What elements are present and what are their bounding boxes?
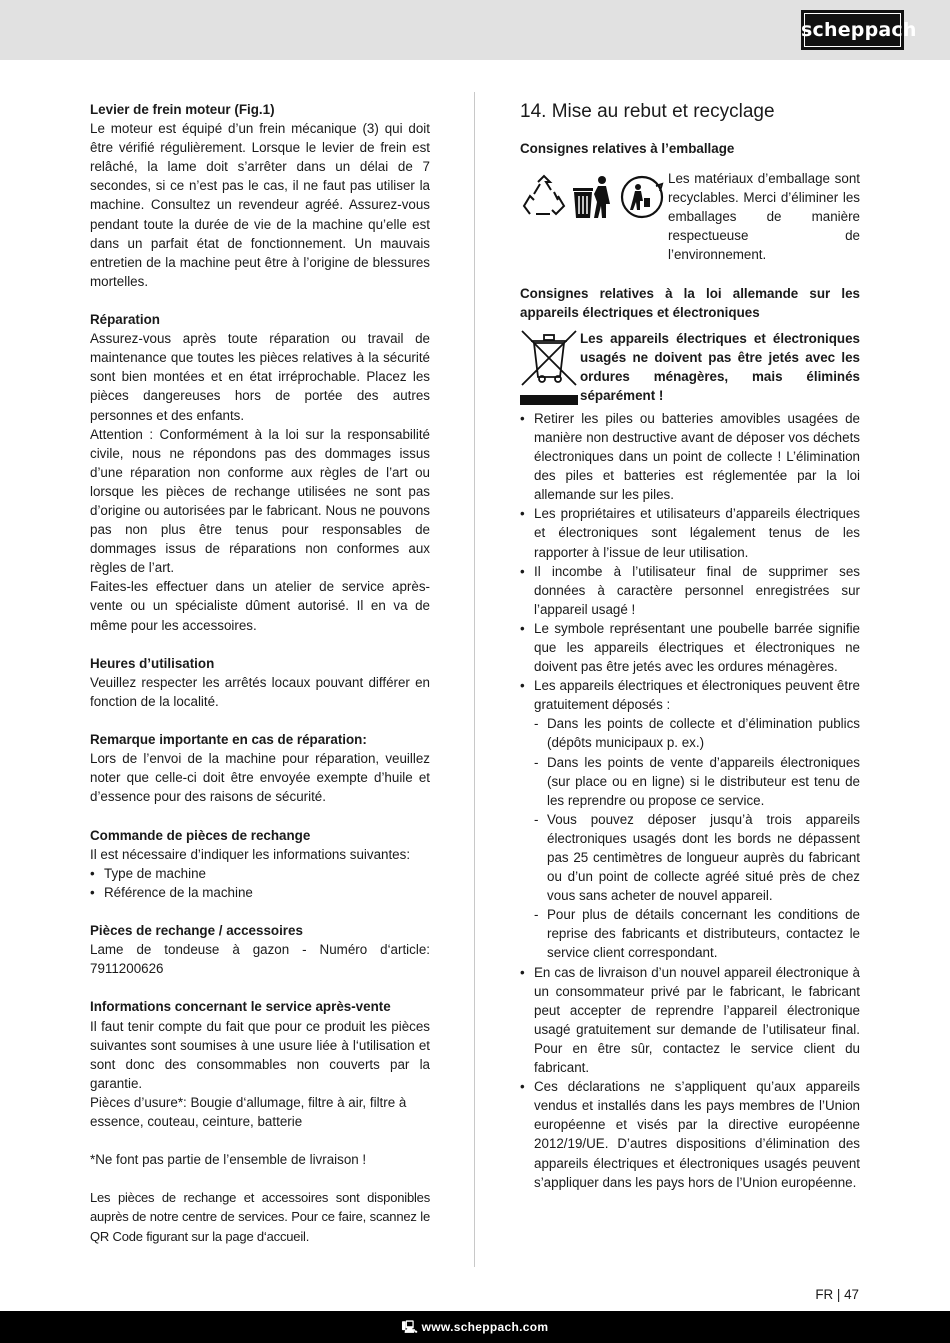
brake-text: Le moteur est équipé d’un frein mécanique (3) qui doit être vérifié régulièrement. Lorsque le levier de frein est relâché, la lame doit s’arrêter dans un délai de 7 secondes, si ce n’est pas le cas, il ne faut pas utiliser la machine. Consultez un revendeur agréé. Assurez-vous pendant toute la durée de vie de la machine qu’elle est dans un parfait état de fonctionnement. Un mauvais entretien de la machine peut être à l’origine de blessures mortelles. — [90, 121, 430, 289]
repair-text-3: Faites-les effectuer dans un atelier de service après-vente ou un spécialiste dûment autorisé. Il en va de même pour les accessoires. — [90, 579, 430, 633]
tidyman-recycle-icon — [618, 174, 666, 220]
law-heading: Consignes relatives à la loi allemande sur les appareils électriques et électroniques — [520, 285, 860, 320]
list-item: • Type de machine — [90, 864, 430, 883]
column-divider — [474, 92, 475, 1267]
list-item: • En cas de livraison d’un nouvel appareil électronique à un consommateur privé par le fabricant, le fabricant peut accepter de reprendre l’appareil électronique usagé gratuitement sur demande de l’utilisateur final. Pour en être sûr, contactez le service client du fabricant. — [520, 963, 860, 1078]
spare-heading: Pièces de rechange / accessoires — [90, 923, 303, 939]
footnote: *Ne font pas partie de l’ensemble de livraison ! — [90, 1152, 367, 1168]
hours-heading: Heures d’utilisation — [90, 655, 215, 671]
list-item: • Ces déclarations ne s’appliquent qu’aux appareils vendus et installés dans les pays membres de l’Union européenne et visés par la directive européenne 2012/19/UE. D’autres dispositions d’élimination des appareils électriques et électroniques usagés peuvent s’appliquer dans les pays hors de l’Union européenne. — [520, 1077, 860, 1192]
packaging-text: Les matériaux d’emballage sont recyclables. Merci d’éliminer les emballages de manière respectueuse de l’environnement. — [668, 171, 860, 263]
recycling-icons — [520, 169, 668, 220]
service-text-2: Pièces d’usure*: Bougie d‘allumage, filtre à air, filtre à essence, couteau, ceinture, batterie — [90, 1094, 407, 1129]
footer-bar — [0, 1311, 950, 1343]
list-item: • Le symbole représentant une poubelle barrée signifie que les appareils électriques et électroniques ne doivent pas être jetés avec les ordures ménagères. — [520, 619, 860, 676]
left-column — [90, 100, 430, 1246]
weee-warning: Les appareils électriques et électroniques usagés ne doivent pas être jetés avec les ordures ménagères, mais éliminés séparément ! — [580, 330, 860, 404]
footer-url[interactable]: www.scheppach.com — [421, 1320, 549, 1334]
section-title: 14. Mise au rebut et recyclage — [520, 101, 775, 122]
recycle-icon — [520, 174, 568, 220]
list-item: • Il incombe à l’utilisateur final de supprimer ses données à caractère personnel enregistrées sur l’appareil usagé ! — [520, 562, 860, 619]
packaging-heading: Consignes relatives à l’emballage — [520, 141, 735, 156]
monitor-icon: 🖳 — [401, 1320, 418, 1334]
sub-list-item: - Dans les points de collecte et d’élimination publics (dépôts municipaux p. ex.) — [520, 714, 860, 752]
service-text-1: Il faut tenir compte du fait que pour ce produit les pièces suivantes sont soumises à une usure liée à l‘utilisation et sont donc des consommables non couverts par la garantie. — [90, 1018, 430, 1091]
repair-heading: Réparation — [90, 312, 160, 328]
trash-bin-person-icon — [570, 174, 616, 220]
list-item: • Les appareils électriques et électroniques peuvent être gratuitement déposés : — [520, 676, 860, 714]
order-heading: Commande de pièces de rechange — [90, 827, 311, 843]
right-column — [520, 100, 860, 1192]
list-item: • Les propriétaires et utilisateurs d’appareils électriques et électroniques sont légalement tenus de les rapporter à l’issue de leur utilisation. — [520, 504, 860, 561]
note-text: Lors de l’envoi de la machine pour réparation, veuillez noter que celle-ci doit être envoyée exempte d’huile et d’essence pour des raisons de sécurité. — [90, 751, 430, 805]
brand-logo: scheppach — [801, 10, 904, 50]
note-heading: Remarque importante en cas de réparation: — [90, 732, 367, 748]
spare-text: Lame de tondeuse à gazon - Numéro d‘article: 7911200626 — [90, 942, 430, 977]
repair-text-1: Assurez-vous après toute réparation ou travail de maintenance que toutes les pièces relatives à la sécurité sont bien montées et en état irréprochable. Placez les pièces dangereuses hors de portée des autres personnes et des enfants. — [90, 331, 430, 423]
qr-text: Les pièces de rechange et accessoires sont disponibles auprès de notre centre de services. Pour ce faire, scannez le QR Code figurant sur la page d‘accueil. — [90, 1190, 430, 1244]
service-heading: Informations concernant le service après-vente — [90, 999, 391, 1015]
page-number: FR | 47 — [815, 1287, 859, 1302]
brake-heading: Levier de frein moteur (Fig.1) — [90, 102, 275, 117]
repair-text-2: Attention : Conformément à la loi sur la responsabilité civile, nous ne répondons pas des dommages issus d’une réparation non conforme aux règles de l’art ou lorsque les pièces de rechange utilisées ne sont pas d’origine ou autorisées par le fabricant. Nous ne pouvons pas non plus être tenus pour responsables de dommages issus de réparations non conformes aux règles de l’art. — [90, 426, 430, 576]
sub-list-item: - Vous pouvez déposer jusqu’à trois appareils électroniques usagés dont les bords ne dépassent pas 25 centimètres de longueur auprès du fabricant ou d’un point de collecte agréé situé près de chez vous sans acheter de nouvel appareil. — [520, 810, 860, 905]
hours-text: Veuillez respecter les arrêtés locaux pouvant différer en fonction de la localité. — [90, 674, 430, 709]
list-item: • Retirer les piles ou batteries amovibles usagées de manière non destructive avant de déposer vos déchets électroniques dans un point de collecte ! L’élimination des piles et batteries est réglementée par la loi allemande sur les piles. — [520, 409, 860, 504]
sub-list-item: - Dans les points de vente d’appareils électroniques (sur place ou en ligne) si le distributeur est tenu de les reprendre ou propose ce service. — [520, 753, 860, 810]
crossed-bin-icon — [520, 329, 580, 409]
top-bar — [0, 0, 950, 60]
sub-list-item: - Pour plus de détails concernant les conditions de reprise des fabricants et distributeurs, contactez le service client correspondant. — [520, 905, 860, 962]
order-text: Il est nécessaire d’indiquer les informations suivantes: — [90, 846, 411, 862]
list-item: • Référence de la machine — [90, 883, 430, 902]
